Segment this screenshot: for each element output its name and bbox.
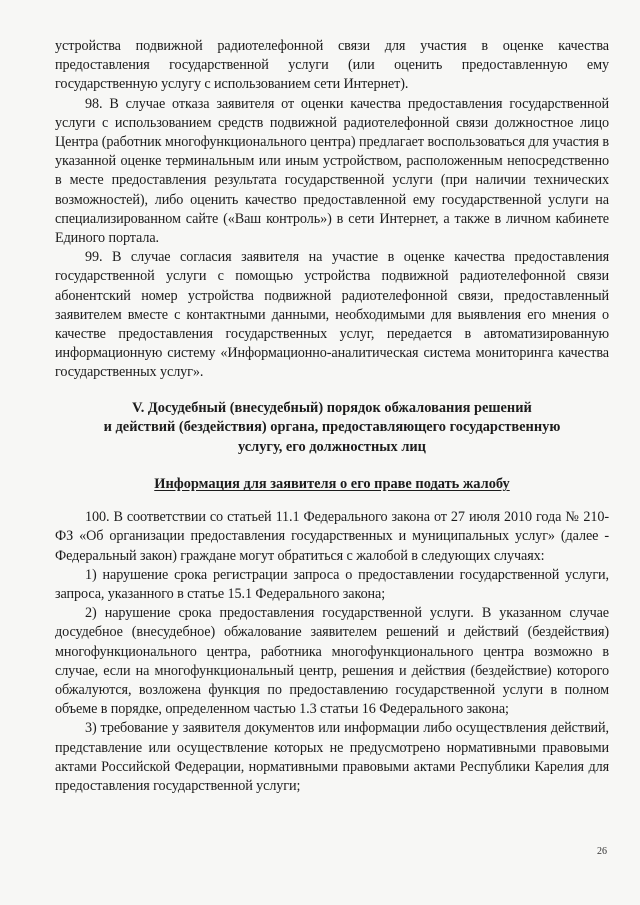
paragraph-98: 98. В случае отказа заявителя от оценки качества предоставления государственной услуги с использованием средств подвижной радиотелефонной связи должностное лицо Центра (работник многофункционального центра) предлагает воспользоваться для участия в указанной оценке терминальным или иным устройством, расположенным непосредственно в месте предоставления результата государственной услуги (при наличии технических возможностей), либо оценить качество предоставленной ему государственной услуги на специализированном сайте («Ваш контроль») в сети Интернет, а также в личном кабинете Единого портала.: [55, 95, 609, 247]
chapter-title-line-3: услугу, его должностных лиц: [238, 438, 426, 455]
list-item-2: 2) нарушение срока предоставления государственной услуги. В указанном случае досудебное (внесудебное) обжалование заявителем решений и действий (бездействия) многофункционального центра, работника многофункционального центра возможно в случае, если на многофункциональный центр, решения и действия (бездействие) которого обжалуются, возложена функция по предоставлению государственной услуги в полном объеме в порядке, определенном частью 1.3 статьи 16 Федерального закона;: [55, 605, 609, 718]
section-subtitle: [55, 475, 609, 494]
section-subtitle-text: Информация для заявителя о его праве подать жалобу: [154, 476, 510, 493]
chapter-title: [55, 399, 609, 458]
list-item-1: 1) нарушение срока регистрации запроса о предоставлении государственной услуги, запроса, указанного в статье 15.1 Федерального закона;: [55, 566, 609, 602]
list-item-3: 3) требование у заявителя документов или информации либо осуществления действий, представление или осуществление которых не предусмотрено нормативными правовыми актами Российской Федерации, нормативными правовыми актами Республики Карелия для предоставления государственной услуги;: [55, 720, 609, 794]
chapter-title-line-1: V. Досудебный (внесудебный) порядок обжалования решений: [132, 399, 532, 416]
chapter-title-line-2: и действий (бездействия) органа, предоставляющего государственную: [103, 419, 561, 436]
paragraph-99: 99. В случае согласия заявителя на участие в оценке качества предоставления государственной услуги с помощью устройства подвижной радиотелефонной связи абонентский номер устройства подвижной радиотелефонной связи, предоставленный заявителем вместе с контактными данными, необходимыми для выявления его мнения о качестве предоставления государственных услуг, передается в автоматизированную информационную систему «Информационно-аналитическая система мониторинга качества государственных услуг».: [55, 249, 609, 381]
paragraph-100: 100. В соответствии со статьей 11.1 Федерального закона от 27 июля 2010 года № 210-ФЗ «Об организации предоставления государственных и муниципальных услуг» (далее - Федеральный закон) граждане могут обратиться с жалобой в следующих случаях:: [55, 509, 609, 564]
page-number: 26: [597, 846, 607, 857]
paragraph-continuation: устройства подвижной радиотелефонной связи для участия в оценке качества предоставления государственной услуги (или оценить предоставленную ему государственную услугу с использованием сети Интернет).: [55, 38, 609, 93]
